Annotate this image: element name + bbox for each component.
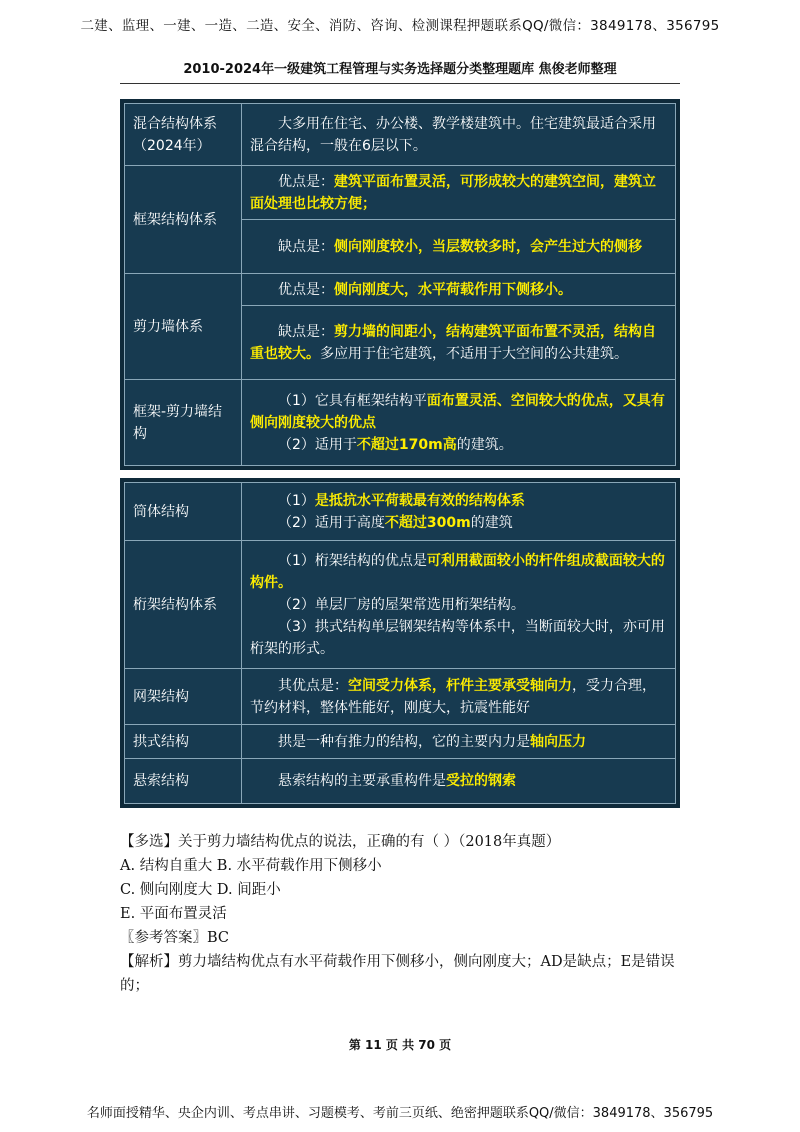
table-row	[125, 725, 676, 759]
row-label-cable-structure: 悬索结构	[125, 759, 242, 804]
frame-shear-wall-point-2	[250, 434, 667, 456]
truss-point-2: （2）单层厂房的屋架常选用桁架结构。	[278, 596, 525, 613]
answer-analysis: 【解析】剪力墙结构优点有水平荷载作用下侧移小，侧向刚度大；AD是缺点；E是错误的；	[120, 954, 675, 994]
structure-table-2	[124, 482, 676, 804]
advantage-prefix: 优点是：	[278, 281, 334, 298]
point-highlight: 不超过170m高	[356, 436, 457, 453]
point-prefix: 拱是一种有推力的结构，它的主要内力是	[278, 733, 530, 750]
table-row	[125, 669, 676, 725]
shear-wall-advantage	[242, 274, 676, 306]
point-highlight: 空间受力体系，杆件主要承受轴向力	[348, 677, 572, 694]
point-prefix: （2）适用于高度	[278, 514, 385, 531]
table-row	[125, 274, 676, 306]
cable-structure-text	[242, 759, 676, 804]
shear-wall-usage-note: 多应用于住宅建筑，不适用于大空间的公共建筑。	[320, 345, 628, 362]
tube-structure-text	[242, 483, 676, 541]
row-label-shear-wall: 剪力墙体系	[125, 274, 242, 380]
question-block	[120, 830, 680, 998]
bottom-contact-banner: 名师面授精华、央企内训、考点串讲、习题模考、考前三页纸、绝密押题联系QQ/微信：3849178、356795	[86, 1106, 714, 1121]
table-row	[125, 104, 676, 166]
frame-disadvantage	[242, 220, 676, 274]
row-label-space-frame: 网架结构	[125, 669, 242, 725]
table-row	[125, 541, 676, 669]
structure-table-panel-2	[120, 478, 680, 808]
shear-wall-disadvantage	[242, 306, 676, 380]
disadvantage-prefix: 缺点是：	[278, 323, 334, 340]
space-frame-text	[242, 669, 676, 725]
shear-wall-advantage-highlight: 侧向刚度大，水平荷载作用下侧移小。	[334, 281, 572, 298]
question-option-e: E. 平面布置灵活	[120, 906, 227, 922]
point-prefix: 其优点是：	[278, 677, 348, 694]
row-label-arch-structure: 拱式结构	[125, 725, 242, 759]
point-highlight: 可利用截面较小的杆件组成截面较大的构件。	[250, 552, 665, 591]
document-header: 2010-2024年一级建筑工程管理与实务选择题分类整理题库 焦俊老师整理	[120, 58, 680, 84]
table-row	[125, 166, 676, 220]
frame-shear-wall-point-1	[250, 390, 667, 434]
table-row	[125, 759, 676, 804]
point-highlight: 面布置灵活、空间较大的优点，又具有侧向刚度较大的优点	[250, 392, 665, 431]
reference-answer: 〖参考答案〗BC	[120, 930, 230, 946]
arch-structure-text	[242, 725, 676, 759]
tube-point-1	[250, 490, 667, 512]
table-row	[125, 483, 676, 541]
shear-wall-disadvantage-highlight: 剪力墙的间距小，结构建筑平面布置不灵活，结构自重也较大。	[250, 323, 656, 362]
disadvantage-prefix: 缺点是：	[278, 238, 334, 255]
page-number: 第 11 页 共 70 页	[348, 1038, 452, 1052]
row-text-mixed-structure: 大多用在住宅、办公楼、教学楼建筑中。住宅建筑最适合采用混合结构，一般在6层以下。	[242, 104, 676, 166]
truss-structure-text	[242, 541, 676, 669]
point-suffix: 的建筑	[470, 514, 513, 531]
row-label-tube-structure: 筒体结构	[125, 483, 242, 541]
frame-disadvantage-highlight: 侧向刚度较小，当层数较多时，会产生过大的侧移	[334, 238, 642, 255]
top-contact-banner: 二建、监理、一建、一造、二造、安全、消防、咨询、检测课程押题联系QQ/微信：3849178、356795	[80, 18, 720, 34]
advantage-prefix: 优点是：	[278, 173, 334, 190]
point-prefix: （1）桁架结构的优点是	[278, 552, 427, 569]
point-suffix: ，受力合理，节约材料，整体性能好，刚度大，抗震性能好	[250, 677, 656, 716]
point-highlight: 不超过300m	[384, 514, 471, 531]
point-prefix: （2）适用于	[278, 436, 357, 453]
point-highlight: 是抵抗水平荷载最有效的结构体系	[314, 492, 525, 509]
row-label-frame-structure: 框架结构体系	[125, 166, 242, 274]
structure-table-panel-1	[120, 99, 680, 470]
truss-point-1	[250, 550, 667, 594]
row-label-truss-structure: 桁架结构体系	[125, 541, 242, 669]
point-suffix: 的建筑。	[456, 436, 513, 453]
point-highlight: 受拉的钢索	[446, 773, 516, 789]
truss-point-3: （3）拱式结构单层钢架结构等体系中，当断面较大时，亦可用桁架的形式。	[250, 618, 665, 657]
structure-table-1	[124, 103, 676, 466]
frame-advantage	[242, 166, 676, 220]
frame-advantage-highlight: 建筑平面布置灵活，可形成较大的建筑空间，建筑立面处理也比较方便；	[250, 173, 656, 212]
question-stem: 【多选】关于剪力墙结构优点的说法，正确的有（ ）（2018年真题）	[120, 834, 561, 850]
row-label-frame-shear-wall: 框架-剪力墙结构	[125, 380, 242, 466]
tube-point-2	[250, 512, 667, 534]
point-highlight: 轴向压力	[530, 733, 586, 750]
question-options-cd: C. 侧向刚度大 D. 间距小	[120, 882, 281, 898]
question-options-ab: A. 结构自重大 B. 水平荷载作用下侧移小	[120, 858, 382, 874]
point-prefix: （1）	[278, 492, 315, 509]
point-prefix: 悬索结构的主要承重构件是	[278, 773, 446, 789]
point-prefix: （1）它具有框架结构平	[278, 392, 427, 409]
table-row	[125, 380, 676, 466]
row-label-mixed-structure: 混合结构体系（2024年）	[125, 104, 242, 166]
frame-shear-wall-text	[242, 380, 676, 466]
